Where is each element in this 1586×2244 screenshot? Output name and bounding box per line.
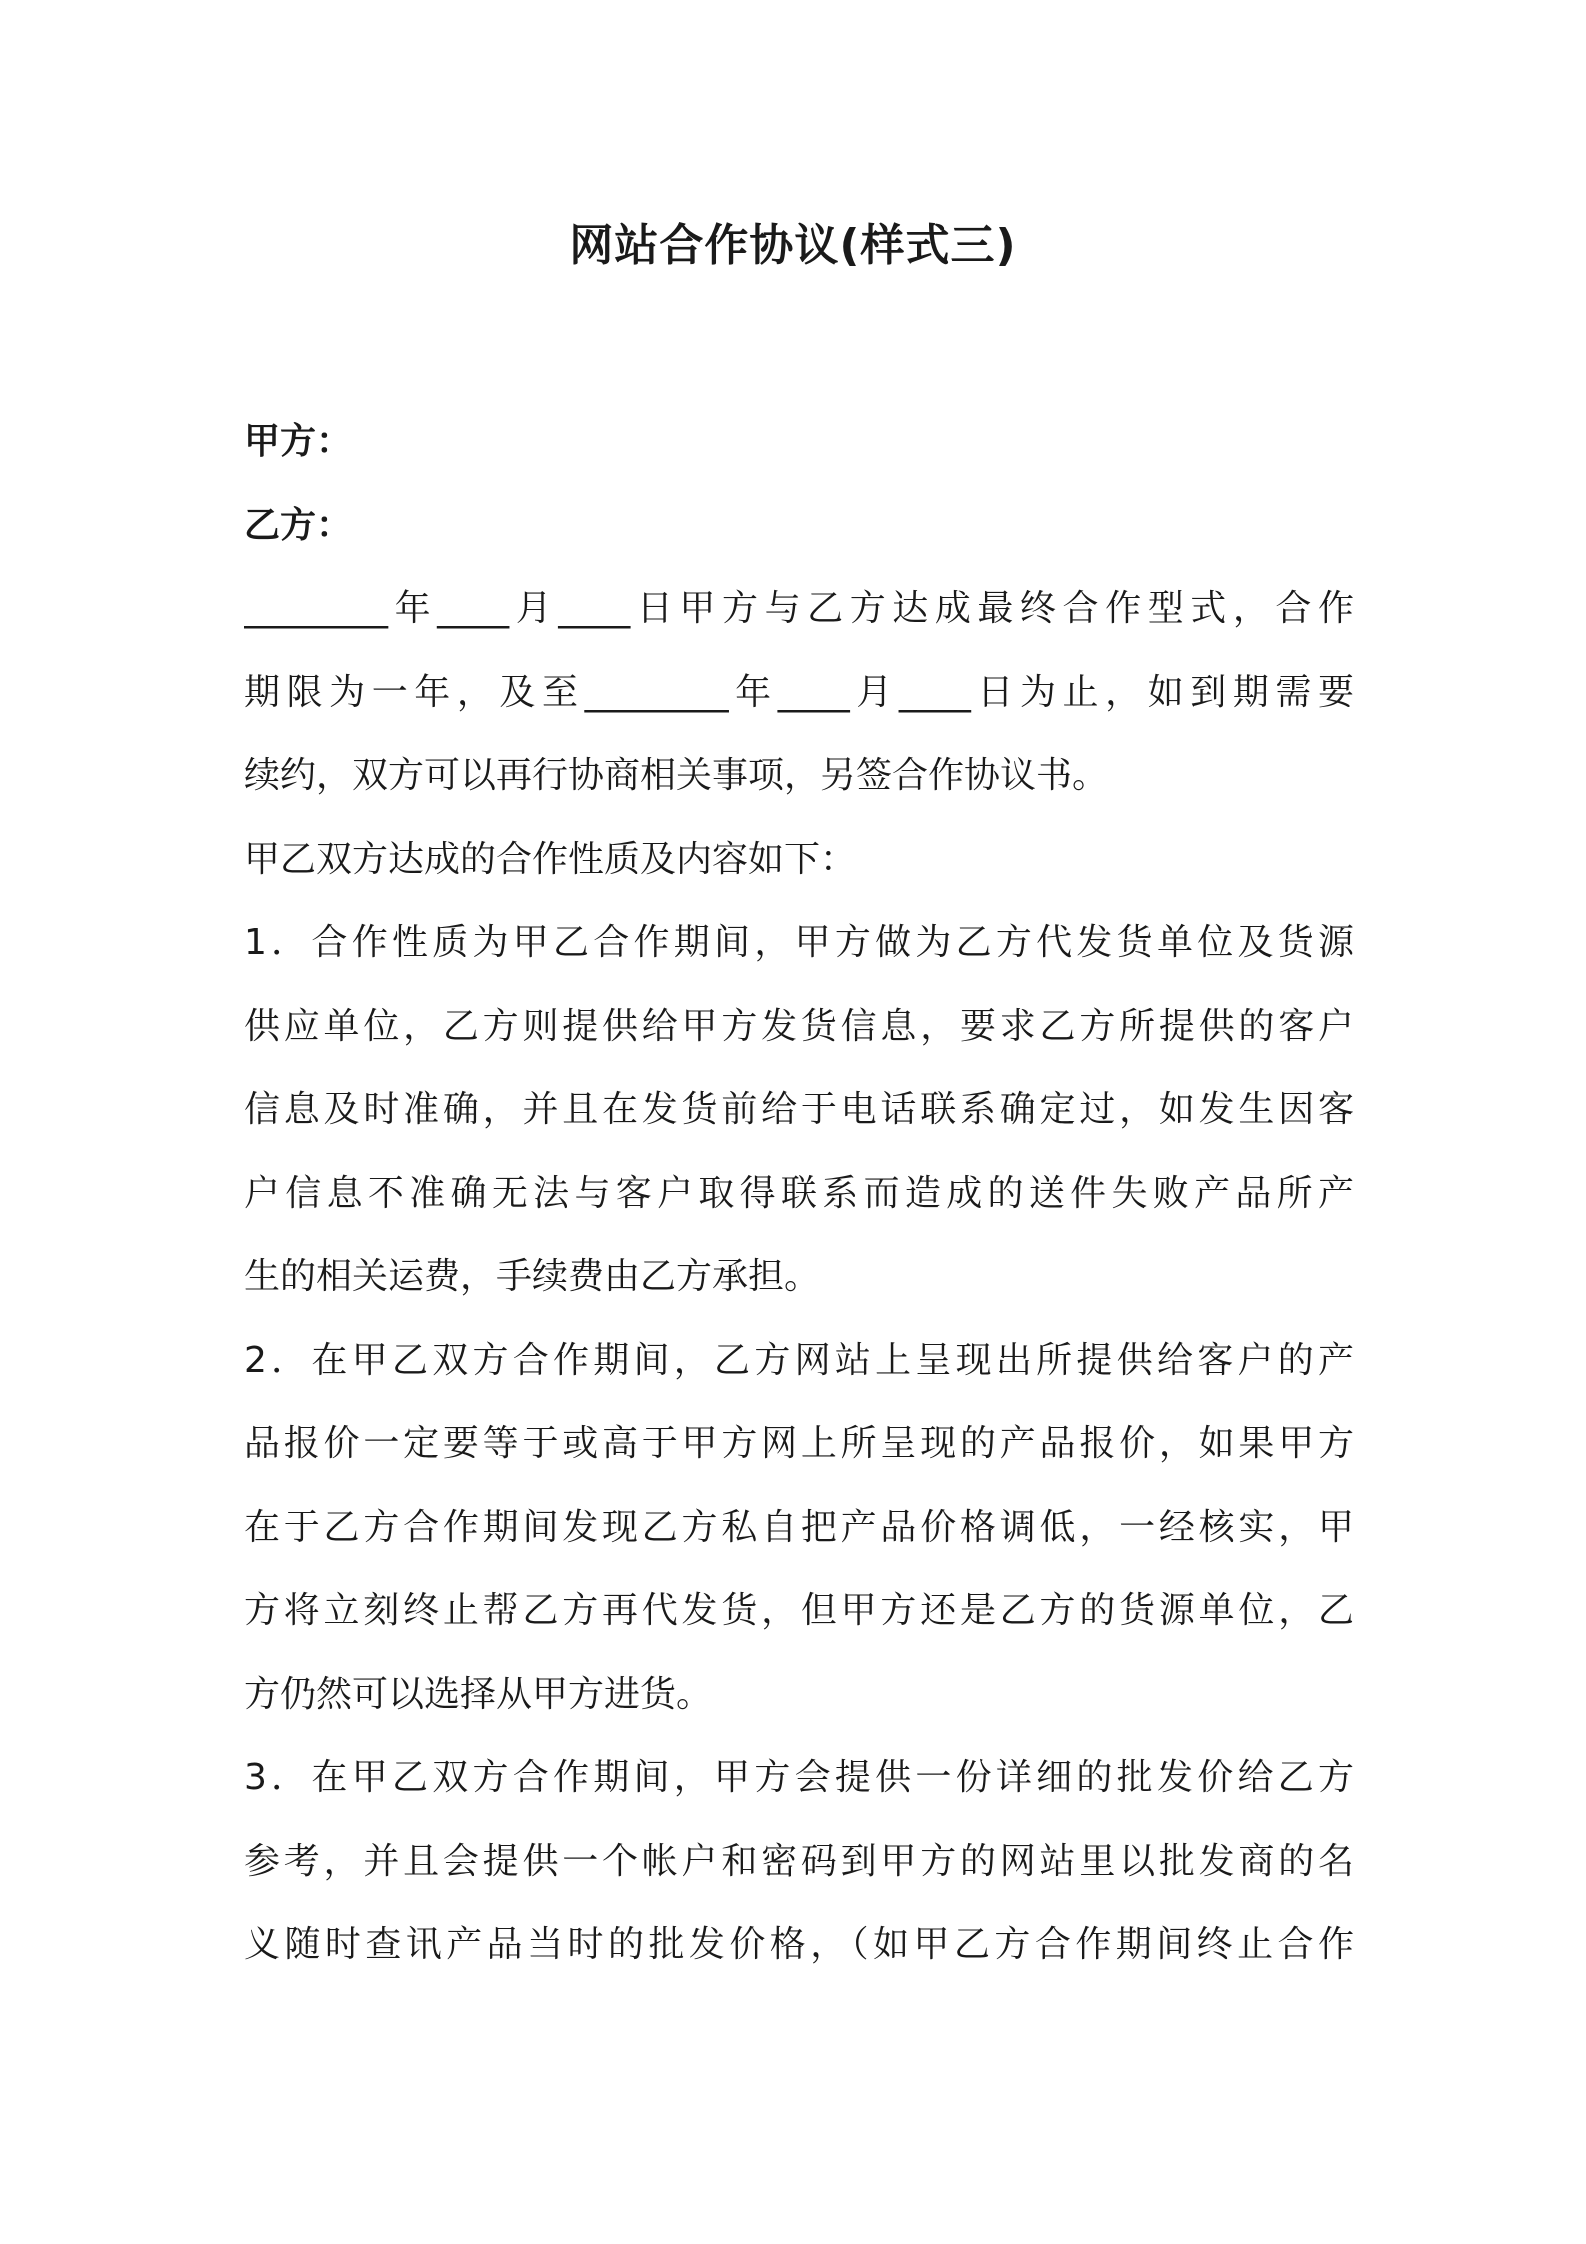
- paragraph-line: 续约，双方可以再行协商相关事项，另签合作协议书。: [244, 755, 1109, 796]
- clause-2-line: 方将立刻终止帮乙方再代发货，但甲方还是乙方的货源单位，乙: [244, 1590, 1354, 1631]
- clause-2-line: 品报价一定要等于或高于甲方网上所呈现的产品报价，如果甲方: [244, 1423, 1354, 1464]
- paragraph-line: 期限为一年，及至________年____月____日为止，如到期需要: [244, 671, 1354, 713]
- clause-2-line: 方仍然可以选择从甲方进货。: [244, 1673, 713, 1715]
- party-b-line: 乙方：: [244, 504, 353, 546]
- party-a-line: 甲方：: [244, 421, 353, 462]
- document-title: 网站合作协议(样式三): [569, 220, 1017, 271]
- clause-1-line: 供应单位，乙方则提供给甲方发货信息，要求乙方所提供的客户: [244, 1005, 1354, 1047]
- paragraph-line: ________年____月____日甲方与乙方达成最终合作型式，合作: [244, 588, 1354, 629]
- clause-2-line: 在于乙方合作期间发现乙方私自把产品价格调低，一经核实，甲: [244, 1506, 1354, 1548]
- document-body: [244, 400, 1354, 1987]
- clause-2-line: 2．在甲乙双方合作期间，乙方网站上呈现出所提供给客户的产: [244, 1339, 1354, 1381]
- clause-3-line: 参考，并且会提供一个帐户和密码到甲方的网站里以批发商的名: [244, 1840, 1354, 1882]
- clause-3-line: 3．在甲乙双方合作期间，甲方会提供一份详细的批发价给乙方: [244, 1757, 1354, 1798]
- clause-3-line: 义随时查讯产品当时的批发价格，（如甲乙方合作期间终止合作: [244, 1924, 1354, 1965]
- clause-1-line: 信息及时准确，并且在发货前给于电话联系确定过，如发生因客: [244, 1089, 1354, 1130]
- clause-1-line: 户信息不准确无法与客户取得联系而造成的送件失败产品所产: [244, 1172, 1354, 1214]
- paragraph-line: 甲乙双方达成的合作性质及内容如下：: [244, 838, 857, 880]
- clause-1-line: 1．合作性质为甲乙合作期间，甲方做为乙方代发货单位及货源: [244, 922, 1354, 963]
- clause-1-line: 生的相关运费，手续费由乙方承担。: [244, 1256, 821, 1297]
